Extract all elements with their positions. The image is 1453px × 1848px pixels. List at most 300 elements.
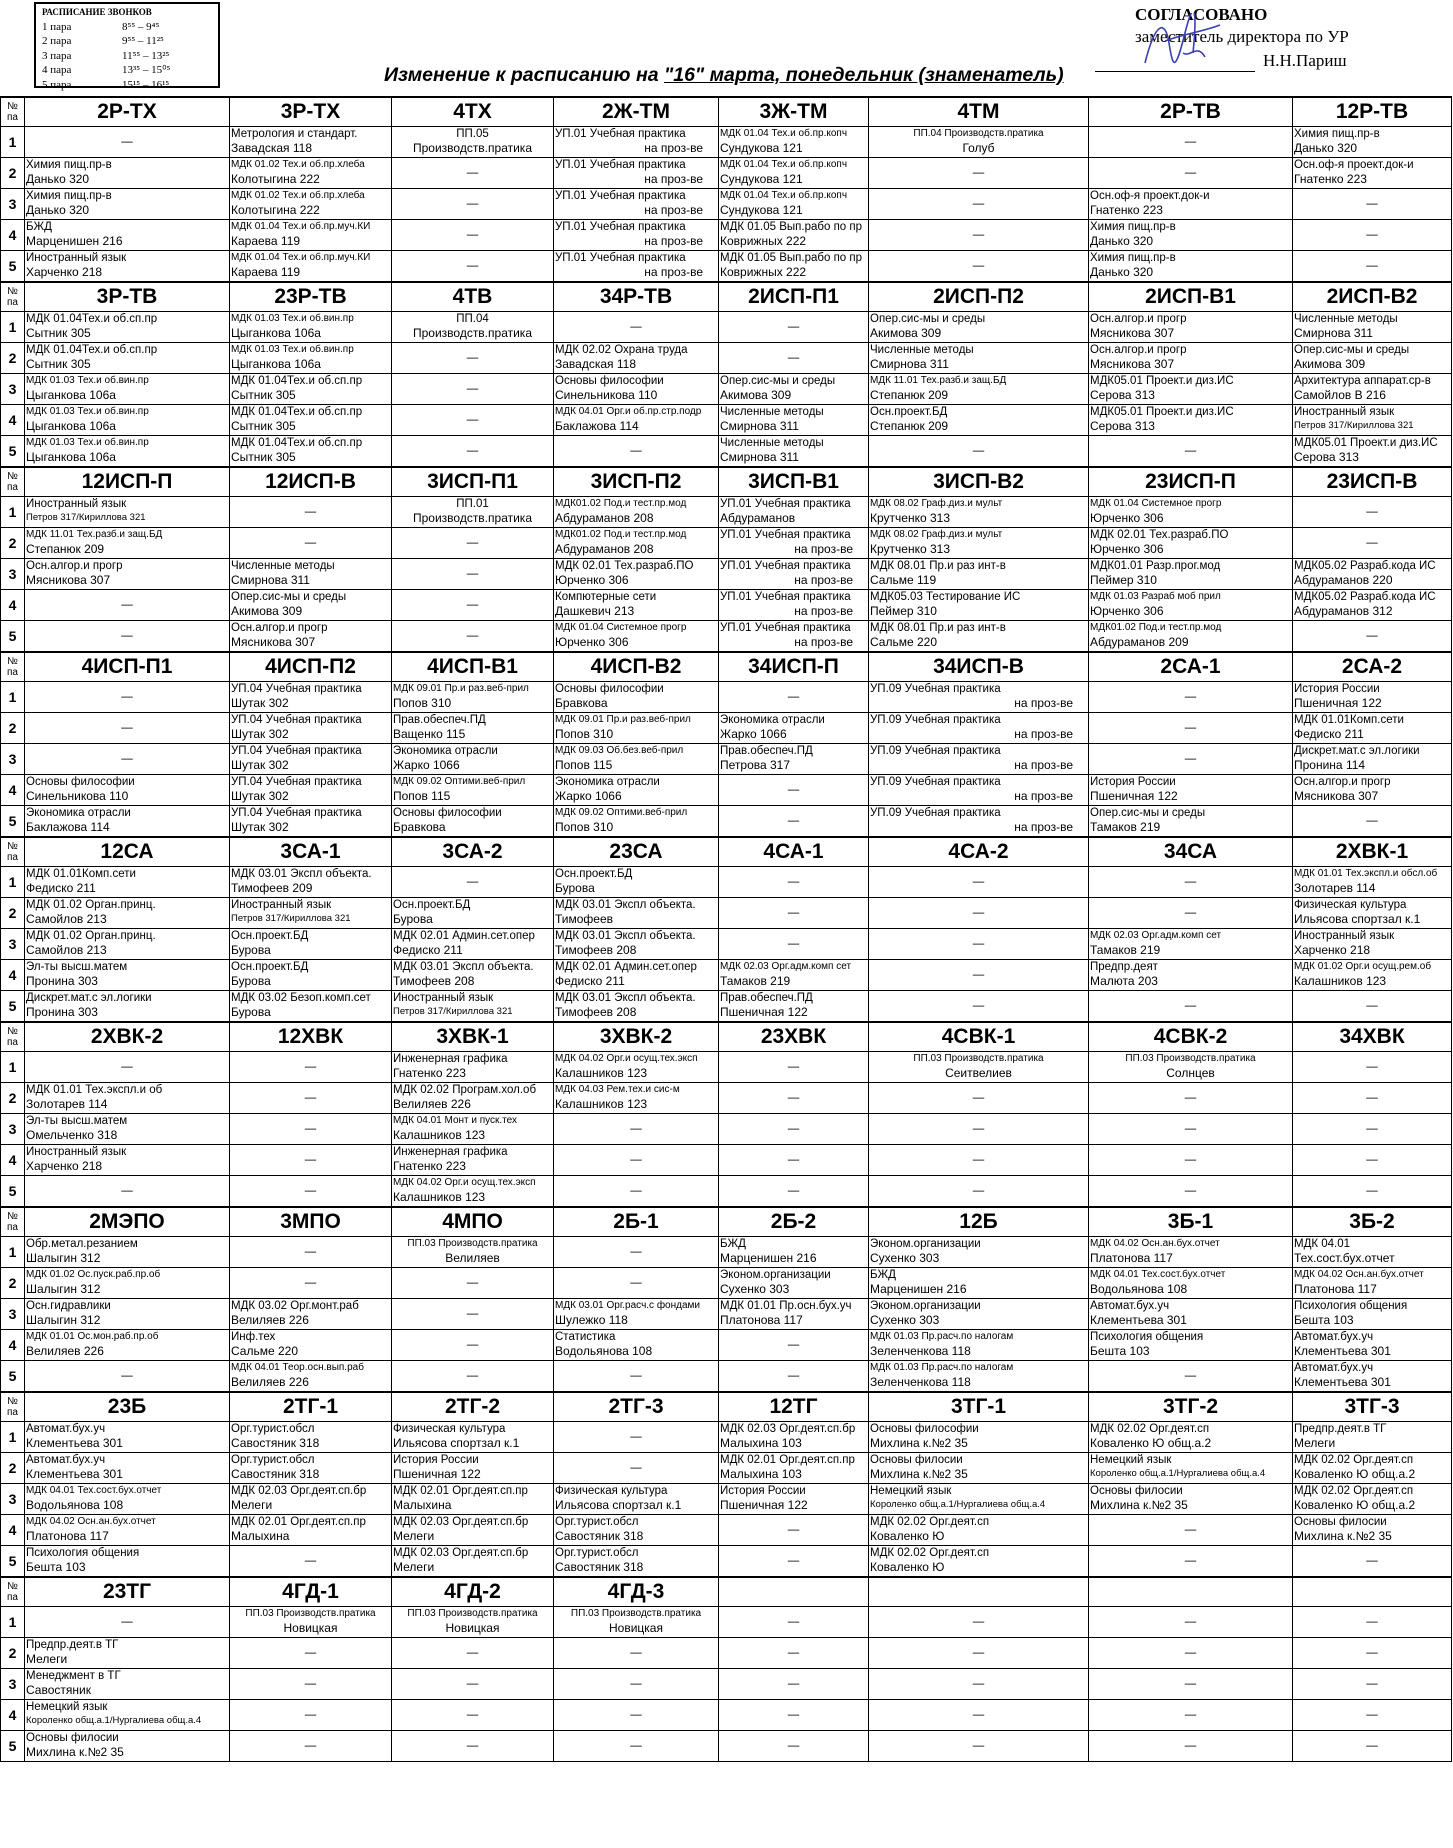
lesson-cell	[1089, 621, 1293, 653]
lesson-cell	[230, 775, 392, 806]
teacher-room: Пшеничная 122	[720, 1005, 808, 1019]
lesson-cell	[719, 220, 869, 251]
lesson-cell: —	[1293, 991, 1452, 1023]
subject-name: МДК01.02 Под.и тест.пр.мод	[1090, 622, 1222, 633]
group-name: 2ТГ-1	[230, 1392, 392, 1422]
lesson-cell	[1089, 189, 1293, 220]
group-name: 12Р-ТВ	[1293, 97, 1452, 127]
lesson-cell: —	[392, 1268, 554, 1299]
subject-name: Инженерная графика	[393, 1053, 508, 1065]
group-name: 4СА-1	[719, 837, 869, 867]
subject-name: Экономика отрасли	[555, 776, 660, 788]
lesson-cell	[554, 189, 719, 220]
group-name: 3ИСП-П1	[392, 467, 554, 497]
lesson-cell	[869, 1299, 1089, 1330]
teacher-room: Малыхина 103	[720, 1467, 802, 1481]
subject-name: МДК05.01 Проект.и диз.ИС	[1090, 406, 1234, 418]
teacher-room: Мясникова 307	[26, 573, 111, 587]
pair-number: 5	[1, 806, 25, 838]
group-name: 3ХВК-1	[392, 1022, 554, 1052]
teacher-room: Сытник 305	[231, 388, 296, 402]
subject-name: Иностранный язык	[1294, 930, 1395, 942]
subject-name: МДК 03.01 Орг.расч.с фондами	[555, 1300, 700, 1311]
subject-name: МДК 01.05 Вып.рабо по пр	[720, 221, 863, 233]
lesson-cell	[25, 528, 230, 559]
subject-name: Химия пищ.пр-в	[26, 190, 112, 202]
lesson-cell: —	[1089, 436, 1293, 468]
teacher-room: Абдураманов 208	[555, 542, 654, 556]
subject-name: МДК 01.03 Тех.и об.вин.пр	[26, 375, 149, 386]
lesson-cell	[719, 436, 869, 468]
teacher-room: Абдураманов 209	[1090, 635, 1189, 649]
teacher-room: Смирнова 311	[720, 450, 799, 464]
subject-name: Прав.обеспеч.ПД	[720, 992, 813, 1004]
lesson-cell: —	[554, 1700, 719, 1731]
pair-number: 4	[1, 1145, 25, 1176]
subject-name: Основы филосии	[1090, 1485, 1183, 1497]
group-name: 4ТХ	[392, 97, 554, 127]
lesson-cell	[1089, 1422, 1293, 1453]
lesson-cell: —	[1293, 1052, 1452, 1083]
subject-name: Орг.турист.обсл	[555, 1547, 639, 1559]
teacher-room: Пеймер 310	[870, 604, 937, 618]
lesson-row	[1, 1114, 1452, 1145]
lesson-cell: —	[230, 1114, 392, 1145]
lesson-cell: —	[719, 343, 869, 374]
teacher-room: Калашников 123	[555, 1097, 648, 1111]
lesson-cell: —	[554, 1268, 719, 1299]
bell-row: 2 пара 9⁵⁵ – 11²⁵	[42, 35, 164, 47]
teacher-room: на проз-ве	[794, 573, 853, 587]
lesson-cell	[1089, 312, 1293, 343]
subject-name: МДК 02.02 Орг.деят.сп	[870, 1547, 990, 1559]
teacher-room: Акимова 309	[720, 388, 792, 402]
subject-name: Архитектура аппарат.ср-в	[1294, 375, 1431, 387]
teacher-room: Шутак 302	[231, 820, 289, 834]
lesson-cell	[25, 867, 230, 898]
lesson-cell: —	[1293, 1669, 1452, 1700]
lesson-cell	[1293, 1330, 1452, 1361]
teacher-room: Попов 115	[555, 758, 613, 772]
teacher-room: Пронина 303	[26, 1005, 98, 1019]
group-name: 2ХВК-2	[25, 1022, 230, 1052]
lesson-cell	[230, 405, 392, 436]
subject-name: МДК 01.02 Орг.и осущ.рем.об	[1294, 961, 1432, 972]
teacher-room: Михлина к.№2 35	[1294, 1529, 1392, 1543]
subject-name: ПП.04	[456, 313, 489, 325]
subject-name: УП.01 Учебная практика	[720, 591, 851, 603]
subject-name: МДК 01.01Комп.сети	[1294, 714, 1404, 726]
lesson-cell: —	[1089, 713, 1293, 744]
lesson-cell	[554, 744, 719, 775]
lesson-cell: —	[230, 1268, 392, 1299]
subject-name: Прав.обеспеч.ПД	[720, 745, 813, 757]
subject-name: МДК 03.01 Экспл объекта.	[555, 992, 696, 1004]
group-name: 23СА	[554, 837, 719, 867]
pair-number: 1	[1, 1237, 25, 1268]
teacher-room: на проз-ве	[1014, 758, 1073, 772]
subject-name: УП.04 Учебная практика	[231, 776, 362, 788]
lesson-cell	[719, 158, 869, 189]
subject-name: МДК 01.03 Тех.и об.вин.пр	[26, 437, 149, 448]
lesson-cell	[1293, 775, 1452, 806]
teacher-room: Гнатенко 223	[393, 1159, 466, 1173]
signature-line	[1095, 53, 1255, 72]
teacher-room: Бравкова	[555, 696, 608, 710]
subject-name: Инженерная графика	[393, 1146, 508, 1158]
subject-name: Предпр.деят.в ТГ	[26, 1639, 119, 1651]
subject-name: ПП.01	[456, 498, 489, 510]
teacher-room: Жарко 1066	[720, 727, 787, 741]
teacher-room: Шалыгин 312	[26, 1282, 101, 1296]
lesson-cell	[719, 127, 869, 158]
teacher-room: Абдураманов 208	[555, 511, 654, 525]
lesson-cell: —	[1293, 621, 1452, 653]
subject-name: МДК 02.02 Орг.деят.сп	[1090, 1423, 1210, 1435]
lesson-cell: —	[1089, 158, 1293, 189]
lesson-cell	[25, 1669, 230, 1700]
subject-name: МДК 08.01 Пр.и раз инт-в	[870, 560, 1006, 572]
lesson-cell	[719, 621, 869, 653]
lesson-cell	[554, 405, 719, 436]
subject-name: МДК 02.02 Програм.хол.об	[393, 1084, 537, 1096]
lesson-cell: —	[719, 1145, 869, 1176]
teacher-room: Синельникова 110	[555, 388, 658, 402]
teacher-room: Цыганкова 106а	[26, 450, 116, 464]
lesson-cell	[230, 1422, 392, 1453]
lesson-cell: —	[554, 1145, 719, 1176]
lesson-cell	[869, 682, 1089, 713]
subject-name: МДК 02.02 Орг.деят.сп	[870, 1516, 990, 1528]
lesson-cell	[392, 1176, 554, 1208]
teacher-room: Водольянова 108	[26, 1498, 124, 1512]
subject-name: История России	[393, 1454, 479, 1466]
pair-number: 2	[1, 713, 25, 744]
lesson-cell: —	[554, 1669, 719, 1700]
subject-name: Иностранный язык	[26, 252, 127, 264]
subject-name: МДК 01.04 Системное прогр	[1090, 498, 1222, 509]
teacher-room: Мелеги	[393, 1560, 435, 1574]
lesson-cell	[719, 1299, 869, 1330]
subject-name: Химия пищ.пр-в	[1294, 128, 1380, 140]
lesson-cell	[230, 343, 392, 374]
lesson-cell: —	[25, 1361, 230, 1393]
lesson-row	[1, 127, 1452, 158]
group-name: 34ИСП-П	[719, 652, 869, 682]
teacher-room: Клементьева 301	[26, 1467, 123, 1481]
subject-name: Основы философии	[393, 807, 502, 819]
subject-name: МДК 04.01 Орг.и об.пр.стр.подр	[555, 406, 702, 417]
lesson-cell	[25, 189, 230, 220]
subject-name: Автомат.бух.уч	[26, 1423, 106, 1435]
subject-name: УП.01 Учебная практика	[555, 221, 686, 233]
lesson-cell	[392, 960, 554, 991]
lesson-cell: —	[392, 374, 554, 405]
pair-number: 2	[1, 1083, 25, 1114]
subject-name: МДК 08.02 Граф.диз.и мульт	[870, 529, 1003, 540]
lesson-cell: —	[25, 682, 230, 713]
subject-name: УП.09 Учебная практика	[870, 683, 1001, 695]
lesson-cell	[25, 220, 230, 251]
subject-name: Психология общения	[1090, 1331, 1204, 1343]
teacher-room: на проз-ве	[794, 604, 853, 618]
subject-name: МДК 01.04Тех.и об.сп.пр	[26, 344, 158, 356]
teacher-room: Сундукова 121	[720, 172, 803, 186]
lesson-cell: —	[392, 189, 554, 220]
teacher-room: Новицкая	[609, 1621, 663, 1635]
lesson-cell: —	[392, 1361, 554, 1393]
pair-number-header: № па	[1, 467, 25, 497]
teacher-room: Колотыгина 222	[231, 203, 320, 217]
subject-name: Орг.турист.обсл	[231, 1423, 315, 1435]
teacher-room: Водольянова 108	[555, 1344, 653, 1358]
subject-name: Основы филосии	[26, 1732, 119, 1744]
pair-number: 1	[1, 1422, 25, 1453]
group-name: 3Б-2	[1293, 1207, 1452, 1237]
subject-name: УП.09 Учебная практика	[870, 776, 1001, 788]
teacher-room: Смирнова 311	[720, 419, 799, 433]
teacher-room: Степанюк 209	[870, 388, 949, 402]
lesson-cell	[25, 1422, 230, 1453]
pair-number-header: № па	[1, 652, 25, 682]
lesson-cell: —	[1089, 1669, 1293, 1700]
lesson-cell	[1089, 806, 1293, 838]
lesson-cell	[869, 559, 1089, 590]
lesson-cell: —	[869, 1114, 1089, 1145]
pair-number: 3	[1, 744, 25, 775]
teacher-room: Сеитвелиев	[945, 1066, 1012, 1080]
subject-name: Осн.алгор.и прогр	[1090, 344, 1187, 356]
lesson-cell	[554, 374, 719, 405]
lesson-cell	[1293, 1361, 1452, 1393]
teacher-room: Мелеги	[231, 1498, 273, 1512]
group-name: 2СА-1	[1089, 652, 1293, 682]
subject-name: МДК 01.03 Тех.и об.вин.пр	[231, 344, 354, 355]
teacher-room: Сальме 119	[870, 573, 937, 587]
subject-name: Прав.обеспеч.ПД	[393, 714, 486, 726]
lesson-cell	[1089, 1453, 1293, 1484]
subject-name: Немецкий язык	[870, 1485, 952, 1497]
bell-schedule-title: РАСПИСАНИЕ ЗВОНКОВ	[42, 7, 152, 17]
teacher-room: Калашников 123	[1294, 974, 1387, 988]
lesson-cell	[554, 867, 719, 898]
teacher-room: Петров 317/Кириллова 321	[231, 913, 351, 924]
lesson-cell: —	[25, 1176, 230, 1208]
lesson-cell	[869, 528, 1089, 559]
teacher-room: Сухенко 303	[720, 1282, 790, 1296]
lesson-cell	[392, 1484, 554, 1515]
lesson-cell	[554, 220, 719, 251]
lesson-cell	[554, 1484, 719, 1515]
lesson-cell: —	[1089, 1638, 1293, 1669]
teacher-room: Омельченко 318	[26, 1128, 118, 1142]
lesson-cell	[392, 744, 554, 775]
lesson-cell	[869, 1052, 1089, 1083]
lesson-cell	[1089, 497, 1293, 528]
teacher-room: Мясникова 307	[231, 635, 316, 649]
subject-name: Осн.алгор.и прогр	[1090, 313, 1187, 325]
teacher-room: Юрченко 306	[1090, 542, 1164, 556]
teacher-room: Ильясова спортзал к.1	[555, 1498, 682, 1512]
lesson-cell	[554, 559, 719, 590]
teacher-room: Серова 313	[1090, 388, 1155, 402]
lesson-cell	[230, 867, 392, 898]
lesson-cell: —	[392, 1638, 554, 1669]
subject-name: УП.01 Учебная практика	[720, 498, 851, 510]
pair-number: 3	[1, 1299, 25, 1330]
lesson-cell	[25, 775, 230, 806]
pair-number: 1	[1, 682, 25, 713]
teacher-room: на проз-ве	[794, 542, 853, 556]
lesson-row	[1, 189, 1452, 220]
lesson-cell	[392, 713, 554, 744]
bell-row: 3 пара 11⁵⁵ – 13²⁵	[42, 49, 170, 62]
group-name	[869, 1577, 1089, 1607]
lesson-cell	[719, 528, 869, 559]
group-name: 3ИСП-В2	[869, 467, 1089, 497]
teacher-room: Тамаков 219	[1090, 820, 1161, 834]
lesson-cell	[25, 312, 230, 343]
lesson-cell: —	[1089, 682, 1293, 713]
subject-name: МДК 02.01 Админ.сет.опер	[393, 930, 535, 942]
lesson-cell	[1089, 1484, 1293, 1515]
teacher-room: Гнатенко 223	[1090, 203, 1163, 217]
subject-name: МДК 04.02 Орг.и осущ.тех.эксп	[393, 1177, 536, 1188]
teacher-room: Крутченко 313	[870, 511, 950, 525]
lesson-cell: —	[554, 1114, 719, 1145]
pair-number: 5	[1, 436, 25, 468]
group-name: 4ИСП-П1	[25, 652, 230, 682]
pair-number: 1	[1, 127, 25, 158]
lesson-row	[1, 1607, 1452, 1638]
teacher-room: Смирнова 311	[870, 357, 949, 371]
subject-name: УП.01 Учебная практика	[555, 252, 686, 264]
pair-number: 5	[1, 1176, 25, 1208]
lesson-cell: —	[392, 436, 554, 468]
teacher-room: Клементьева 301	[1294, 1375, 1391, 1389]
subject-name: Иностранный язык	[26, 1146, 127, 1158]
teacher-room: Мясникова 307	[1090, 357, 1175, 371]
lesson-cell	[25, 251, 230, 283]
subject-name: Осн.оф-я проект.док-и	[1090, 190, 1210, 202]
lesson-cell	[392, 682, 554, 713]
teacher-room: Юрченко 306	[1090, 604, 1164, 618]
lesson-cell: —	[869, 1607, 1089, 1638]
subject-name: МДК 02.01 Админ.сет.опер	[555, 961, 697, 973]
lesson-cell: —	[25, 744, 230, 775]
lesson-cell	[554, 929, 719, 960]
subject-name: МДК 04.01	[1294, 1238, 1351, 1250]
subject-name: МДК05.03 Тестирование ИС	[870, 591, 1021, 603]
pair-number: 5	[1, 1361, 25, 1393]
group-name: 2Ж-ТМ	[554, 97, 719, 127]
lesson-cell: —	[869, 991, 1089, 1023]
teacher-room: Жарко 1066	[555, 789, 622, 803]
lesson-cell: —	[1293, 1114, 1452, 1145]
subject-name: Осн.проект.БД	[393, 899, 471, 911]
subject-name: МДК 01.03 Тех.и об.вин.пр	[26, 406, 149, 417]
teacher-room: Малыхина	[393, 1498, 452, 1512]
teacher-room: Сальме 220	[231, 1344, 299, 1358]
pair-number-header: № па	[1, 837, 25, 867]
pair-number: 1	[1, 867, 25, 898]
subject-name: Основы философии	[555, 683, 664, 695]
subject-name: МДК 03.01 Экспл объекта.	[231, 868, 372, 880]
lesson-cell	[1293, 1422, 1452, 1453]
teacher-room: Коваленко Ю	[870, 1560, 945, 1574]
teacher-room: Сундукова 121	[720, 141, 803, 155]
group-name: 2МЭПО	[25, 1207, 230, 1237]
subject-name: МДК 04.01 Тех.сост.бух.отчет	[1090, 1269, 1226, 1280]
teacher-room: Михлина к.№2 35	[870, 1467, 968, 1481]
group-header-row	[1, 1207, 1452, 1237]
subject-name: Инф.тех	[231, 1331, 276, 1343]
lesson-row	[1, 251, 1452, 283]
approval-position: заместитель директора по УР	[1135, 27, 1349, 46]
teacher-room: Шутак 302	[231, 696, 289, 710]
subject-name: Осн.гидравлики	[26, 1300, 111, 1312]
lesson-cell: —	[392, 1299, 554, 1330]
pair-number: 1	[1, 1052, 25, 1083]
group-name: 2ХВК-1	[1293, 837, 1452, 867]
lesson-cell: —	[869, 1700, 1089, 1731]
pair-number: 4	[1, 960, 25, 991]
lesson-cell: —	[1089, 1515, 1293, 1546]
subject-name: ПП.03 Производств.пратика	[407, 1238, 538, 1249]
signature-image	[1135, 13, 1225, 75]
subject-name: Основы филосии	[870, 1454, 963, 1466]
subject-name: МДК 09.03 Об.без.веб-прил	[555, 745, 684, 756]
lesson-cell: —	[392, 621, 554, 653]
lesson-row	[1, 1052, 1452, 1083]
lesson-cell	[25, 806, 230, 838]
teacher-room: Бурова	[555, 881, 595, 895]
lesson-cell	[1089, 1330, 1293, 1361]
pair-number: 4	[1, 1700, 25, 1731]
lesson-cell: —	[1089, 1731, 1293, 1762]
teacher-room: Михлина к.№2 35	[870, 1436, 968, 1450]
group-name: 2ИСП-П1	[719, 282, 869, 312]
lesson-cell	[392, 1422, 554, 1453]
teacher-room: Бурова	[393, 912, 433, 926]
lesson-cell	[869, 1237, 1089, 1268]
lesson-cell	[25, 343, 230, 374]
lesson-cell: —	[1293, 1731, 1452, 1762]
teacher-room: Золотарев 114	[26, 1097, 108, 1111]
lesson-cell	[719, 960, 869, 991]
group-name: 34Р-ТВ	[554, 282, 719, 312]
lesson-cell: —	[1293, 1546, 1452, 1578]
lesson-cell: —	[719, 898, 869, 929]
pair-number: 5	[1, 1731, 25, 1762]
lesson-cell: —	[1089, 127, 1293, 158]
lesson-cell: —	[1293, 189, 1452, 220]
subject-name: Автомат.бух.уч	[26, 1454, 106, 1466]
group-name: 23ИСП-В	[1293, 467, 1452, 497]
lesson-cell	[554, 713, 719, 744]
lesson-row	[1, 991, 1452, 1023]
teacher-room: Ильясова спортзал к.1	[1294, 912, 1421, 926]
lesson-cell	[230, 1330, 392, 1361]
lesson-cell	[230, 251, 392, 283]
teacher-room: Степанюк 209	[26, 542, 105, 556]
lesson-cell: —	[392, 343, 554, 374]
group-name: 3Ж-ТМ	[719, 97, 869, 127]
lesson-cell: —	[719, 1607, 869, 1638]
subject-name: ПП.03 Производств.пратика	[407, 1608, 538, 1619]
subject-name: Химия пищ.пр-в	[26, 159, 112, 171]
lesson-cell: —	[392, 1669, 554, 1700]
